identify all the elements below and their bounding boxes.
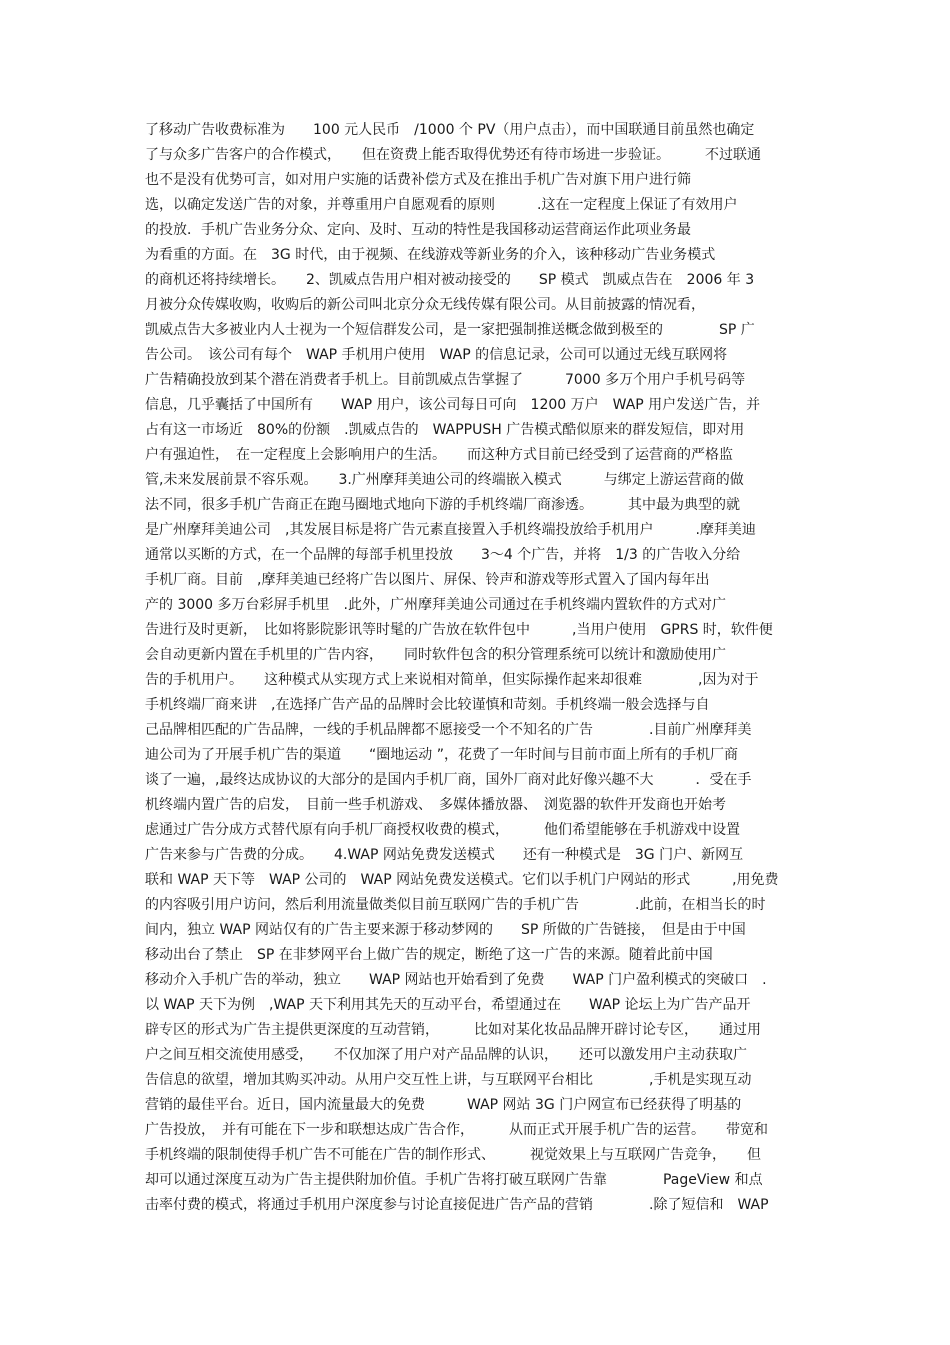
- text-line: 占有这一市场近 80%的份额 .凯威点告的 WAPPUSH 广告模式酷似原来的群发短信，即对用: [145, 422, 745, 438]
- text-line: 机终端内置广告的启发， 目前一些手机游戏、 多媒体播放器、 浏览器的软件开发商也开始考: [145, 797, 726, 813]
- text-line: 联和 WAP 天下等 WAP 公司的 WAP 网站免费发送模式。它们以手机门户网站的形式 ,用免费: [145, 872, 779, 888]
- text-line: 户有强迫性， 在一定程度上会影响用户的生活。 而这种方式目前已经受到了运营商的严格监: [145, 447, 733, 463]
- text-line: 广告来参与广告费的分成。 4.WAP 网站免费发送模式 还有一种模式是 3G 门户、新网互: [145, 847, 744, 863]
- text-line: 也不是没有优势可言，如对用户实施的话费补偿方式及在推出手机广告对旗下用户进行筛: [145, 172, 691, 188]
- text-line: 迪公司为了开展手机广告的渠道 “圈地运动 ”，花费了一年时间与目前市面上所有的手机厂商: [145, 747, 738, 763]
- text-line: 虑通过广告分成方式替代原有向手机厂商授权收费的模式， 他们希望能够在手机游戏中设置: [145, 822, 740, 838]
- text-line: 信息，几乎囊括了中国所有 WAP 用户，该公司每日可向 1200 万户 WAP 用户发送广告，并: [145, 397, 761, 413]
- text-line: 的投放．手机广告业务分众、定向、及时、互动的特性是我国移动运营商运作此项业务最: [145, 222, 691, 238]
- text-line: 的商机还将持续增长。 2、凯威点告用户相对被动接受的 SP 模式 凯威点告在 2006 年 3: [145, 272, 755, 288]
- text-line: 手机厂商。目前 ,摩拜美迪已经将广告以图片、屏保、铃声和游戏等形式置入了国内每年出: [145, 572, 710, 588]
- text-line: 移动介入手机广告的举动，独立 WAP 网站也开始看到了免费 WAP 门户盈利模式的突破口 .: [145, 972, 767, 988]
- text-line: 广告精确投放到某个潜在消费者手机上。目前凯威点告掌握了 7000 多万个用户手机号码等: [145, 372, 746, 388]
- text-line: 告公司。 该公司有每个 WAP 手机用户使用 WAP 的信息记录，公司可以通过无线互联网将: [145, 347, 728, 363]
- text-line: 以 WAP 天下为例 ,WAP 天下利用其先天的互动平台，希望通过在 WAP 论坛上为广告产品开: [145, 997, 751, 1013]
- text-line: 告进行及时更新， 比如将影院影讯等时髦的广告放在软件包中 ,当用户使用 GPRS 时，软件便: [145, 622, 773, 638]
- text-line: 月被分众传媒收购，收购后的新公司叫北京分众无线传媒有限公司。从目前披露的情况看，: [145, 297, 705, 313]
- text-line: 移动出台了禁止 SP 在非梦网平台上做广告的规定，断绝了这一广告的来源。随着此前中国: [145, 947, 713, 963]
- text-line: 会自动更新内置在手机里的广告内容， 同时软件包含的积分管理系统可以统计和激励使用广: [145, 647, 726, 663]
- body-text: [145, 118, 810, 1218]
- text-line: 产的 3000 多万台彩屏手机里 .此外，广州摩拜美迪公司通过在手机终端内置软件的方式对广: [145, 597, 726, 613]
- text-line: 选，以确定发送广告的对象，并尊重用户自愿观看的原则 .这在一定程度上保证了有效用户: [145, 197, 738, 213]
- text-line: 广告投放， 并有可能在下一步和联想达成广告合作， 从而正式开展手机广告的运营。 带宽和: [145, 1122, 768, 1138]
- text-line: 辟专区的形式为广告主提供更深度的互动营销， 比如对某化妆品品牌开辟讨论专区， 通过用: [145, 1022, 761, 1038]
- text-line: 谈了一遍，,最终达成协议的大部分的是国内手机厂商，国外厂商对此好像兴趣不大 ．受在手: [145, 772, 752, 788]
- text-line: 是广州摩拜美迪公司 ,其发展目标是将广告元素直接置入手机终端投放给手机用户 .摩拜美迪: [145, 522, 756, 538]
- text-line: 管,未来发展前景不容乐观。 3.广州摩拜美迪公司的终端嵌入模式 与绑定上游运营商的做: [145, 472, 744, 488]
- text-line: 为看重的方面。在 3G 时代，由于视频、在线游戏等新业务的介入，该种移动广告业务模式: [145, 247, 716, 263]
- text-line: 手机终端的限制使得手机广告不可能在广告的制作形式、 视觉效果上与互联网广告竞争， 但: [145, 1147, 761, 1163]
- text-line: 却可以通过深度互动为广告主提供附加价值。手机广告将打破互联网广告靠 PageView 和点: [145, 1172, 763, 1188]
- text-line: 击率付费的模式，将通过手机用户深度参与讨论直接促进广告产品的营销 .除了短信和 WAP: [145, 1197, 769, 1213]
- text-line: 法不同，很多手机广告商正在跑马圈地式地向下游的手机终端厂商渗透。 其中最为典型的就: [145, 497, 740, 513]
- text-line: 户之间互相交流使用感受， 不仅加深了用户对产品品牌的认识， 还可以激发用户主动获取广: [145, 1047, 747, 1063]
- text-line: 通常以买断的方式，在一个品牌的每部手机里投放 3～4 个广告，并将 1/3 的广告收入分给: [145, 547, 741, 563]
- text-line: 了与众多广告客户的合作模式， 但在资费上能否取得优势还有待市场进一步验证。 不过联通: [145, 147, 761, 163]
- text-line: 的内容吸引用户访问，然后利用流量做类似目前互联网广告的手机广告 .此前，在相当长的时: [145, 897, 766, 913]
- text-line: 手机终端厂商来讲 ,在选择广告产品的品牌时会比较谨慎和苛刻。手机终端一般会选择与自: [145, 697, 710, 713]
- text-line: 了移动广告收费标准为 100 元人民币 /1000 个 PV（用户点击），而中国联通目前虽然也确定: [145, 122, 755, 138]
- text-line: 凯威点告大多被业内人士视为一个短信群发公司，是一家把强制推送概念做到极至的 SP 广: [145, 322, 755, 338]
- text-line: 告的手机用户。 这种模式从实现方式上来说相对简单，但实际操作起来却很难 ,因为对于: [145, 672, 759, 688]
- text-line: 告信息的欲望，增加其购买冲动。从用户交互性上讲，与互联网平台相比 ,手机是实现互动: [145, 1072, 752, 1088]
- text-line: 己品牌相匹配的广告品牌，一线的手机品牌都不愿接受一个不知名的广告 .目前广州摩拜美: [145, 722, 752, 738]
- text-line: 间内，独立 WAP 网站仅有的广告主要来源于移动梦网的 SP 所做的广告链接， 但是由于中国: [145, 922, 746, 938]
- text-line: 营销的最佳平台。近日，国内流量最大的免费 WAP 网站 3G 门户网宣布已经获得了明基的: [145, 1097, 742, 1113]
